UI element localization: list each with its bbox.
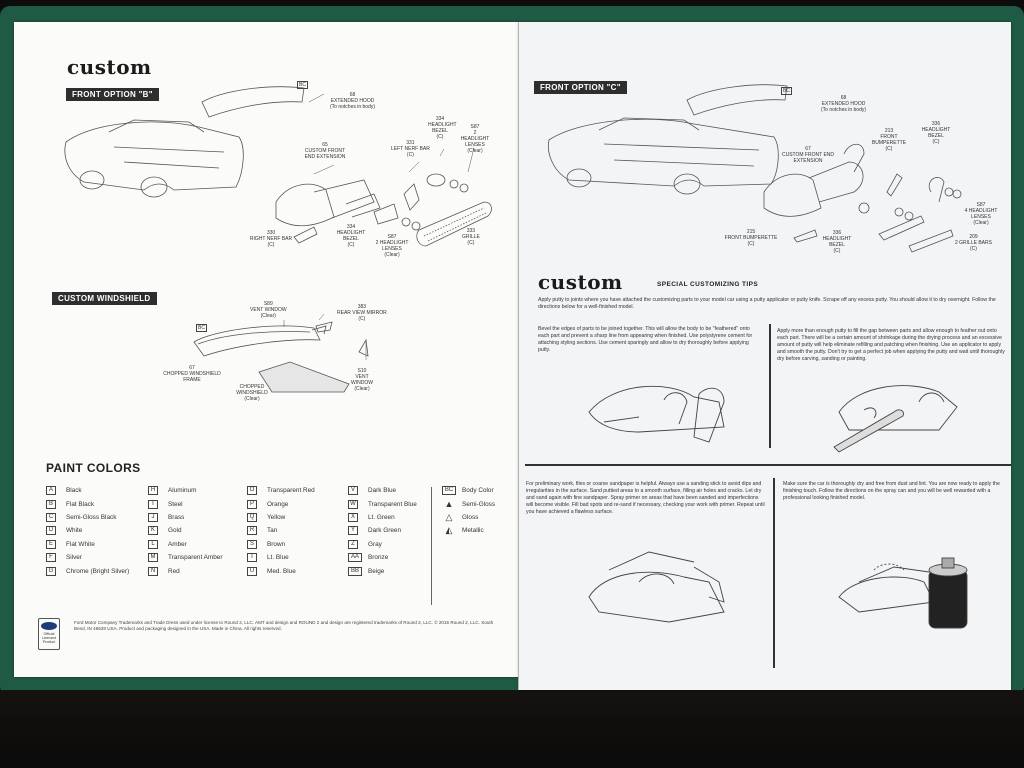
part-68-extended-hood-c: 68 EXTENDED HOOD (To notches in body) xyxy=(821,95,867,113)
paint-color-code: Z xyxy=(348,540,358,549)
part-336-headlight-bezel-bottom-c: 336 HEADLIGHT BEZEL (C) xyxy=(822,230,852,254)
part-331-left-nerf-bar: 331 LEFT NERF BAR (C) xyxy=(391,140,430,158)
paint-color-code: D xyxy=(46,526,56,535)
paint-color-name: Dark Green xyxy=(368,527,402,535)
paint-color-name: Med. Blue xyxy=(267,567,296,575)
chopped-windshield-glass xyxy=(259,362,349,392)
part-209-grille-bars: 209 2 GRILLE BARS (C) xyxy=(955,234,992,252)
part-334-headlight-bezel-bottom: 334 HEADLIGHT BEZEL (C) xyxy=(336,224,366,248)
paint-colors-column-3 xyxy=(247,484,347,578)
instruction-sheet-right-page xyxy=(519,22,1011,690)
paint-color-name: Lt. Green xyxy=(368,513,395,521)
part-s89-vent-window: S89 VENT WINDOW (Clear) xyxy=(250,301,287,319)
paint-color-name: Amber xyxy=(168,540,187,548)
paint-color-code: G xyxy=(46,567,56,576)
paint-color-row xyxy=(148,538,248,551)
part-chopped-windshield: CHOPPED WINDSHIELD (Clear) xyxy=(236,384,268,402)
paint-color-name: Lt. Blue xyxy=(267,554,289,562)
custom-windshield-diagram xyxy=(14,22,519,422)
paint-color-row xyxy=(247,497,347,510)
part-330-right-nerf-bar: 330 RIGHT NERF BAR (C) xyxy=(249,230,293,248)
paint-color-row xyxy=(46,524,146,537)
paint-color-name: Gray xyxy=(368,540,382,548)
tip-1-illustration xyxy=(589,386,724,442)
paint-legend-name: Metallic xyxy=(462,527,484,535)
paint-color-row xyxy=(247,511,347,524)
part-215-front-bumperette: 215 FRONT BUMPERETTE (C) xyxy=(724,229,778,247)
ford-badge-text: Official Licensed Product xyxy=(41,632,57,644)
paint-color-row xyxy=(148,551,248,564)
paint-color-code: N xyxy=(148,567,158,576)
paint-color-name: Silver xyxy=(66,554,82,562)
paint-color-code: A xyxy=(46,486,56,495)
dark-floor xyxy=(0,690,1024,768)
paint-color-code: BB xyxy=(348,567,362,576)
paint-color-code: L xyxy=(148,540,158,549)
finish-symbol-icon: ◭ xyxy=(445,525,453,536)
paint-color-row xyxy=(148,484,248,497)
paint-legend-row xyxy=(442,497,512,510)
tips-custom-logo: custom xyxy=(538,270,623,294)
paint-color-code: I xyxy=(148,500,158,509)
paint-color-code: P xyxy=(247,500,257,509)
paint-legend-row xyxy=(442,511,512,524)
paint-color-name: Semi-Gloss Black xyxy=(66,513,117,521)
custom-logo: custom xyxy=(67,55,152,79)
paint-color-code: H xyxy=(148,486,158,495)
body-color-symbol: BC xyxy=(442,486,456,495)
finish-symbol-icon: △ xyxy=(445,511,453,522)
part-s87-headlight-lenses-c: S87 4 HEADLIGHT LENSES (Clear) xyxy=(964,202,998,226)
paint-color-row xyxy=(148,511,248,524)
part-67-front-extension-c: 67 CUSTOM FRONT END EXTENSION xyxy=(781,146,835,164)
paint-color-name: Transparent Blue xyxy=(368,500,417,508)
part-383-rear-view-mirror: 383 REAR VIEW MIRROR (C) xyxy=(337,304,387,322)
paint-colors-column-4 xyxy=(348,484,448,578)
paint-color-code: Y xyxy=(348,526,358,535)
paint-color-row xyxy=(348,511,448,524)
paint-color-row xyxy=(46,564,146,577)
paint-color-row xyxy=(348,524,448,537)
paint-color-row xyxy=(247,524,347,537)
paint-color-code: S xyxy=(247,540,257,549)
paint-color-code: T xyxy=(247,553,257,562)
paint-color-row xyxy=(46,484,146,497)
finish-symbol-icon: ▲ xyxy=(444,498,454,509)
paint-legend-row xyxy=(442,484,512,497)
paint-legend-name: Gloss xyxy=(462,513,479,521)
tip-4-spray: Make sure the car is thoroughly dry and free from dust and lint. You are now ready to apply the finishing touch. Follow the directions on the spray can and you will be well rewarded with a professional looking finished model. xyxy=(783,481,1000,501)
paint-color-name: Chrome (Bright Silver) xyxy=(66,567,130,575)
tip-3-illustration xyxy=(589,552,724,622)
part-s87-headlight-lenses-bottom: S87 2 HEADLIGHT LENSES (Clear) xyxy=(375,234,409,258)
paint-color-name: Brass xyxy=(168,513,185,521)
paint-color-code: K xyxy=(148,526,158,535)
part-65-front-extension: 65 CUSTOM FRONT END EXTENSION xyxy=(304,142,346,160)
tip-4-illustration xyxy=(839,558,967,628)
paint-color-row xyxy=(247,484,347,497)
paint-color-name: Beige xyxy=(368,567,385,575)
paint-color-name: Steel xyxy=(168,500,183,508)
front-option-b-tag: FRONT OPTION "B" xyxy=(66,88,159,101)
paint-color-name: Black xyxy=(66,487,82,495)
tip-illustrations xyxy=(519,22,1011,690)
paint-color-code: R xyxy=(247,526,257,535)
part-213-front-bumperette: 213 FRONT BUMPERETTE (C) xyxy=(871,128,907,152)
tips-intro: Apply putty to joints where you have attached the customizing parts to your model car using a putty applicator or putty knife. Scrape off any excess putty. You should allow it to dry overnight. Follow the directions below for a well-finished model. xyxy=(538,297,996,310)
paint-legend xyxy=(442,484,512,538)
bc-badge: BC xyxy=(299,82,306,88)
paint-color-code: Q xyxy=(247,513,257,522)
custom-windshield-tag: CUSTOM WINDSHIELD xyxy=(52,292,157,305)
paint-color-code: X xyxy=(348,513,358,522)
paint-color-row xyxy=(348,564,448,577)
paint-color-code: O xyxy=(247,486,257,495)
paint-color-name: Flat Black xyxy=(66,500,95,508)
tip-2-illustration xyxy=(834,386,957,452)
paint-color-name: Dark Blue xyxy=(368,487,397,495)
paint-colors-column-1 xyxy=(46,484,146,578)
paint-color-code: E xyxy=(46,540,56,549)
paint-color-name: Aluminum xyxy=(168,487,197,495)
paint-color-row xyxy=(348,551,448,564)
tip-3-sanding: For preliminary work, files or coarse sandpaper is helpful. Always use a sanding stick to avoid dips and irregularities in the surface. Sand puttied areas to a smooth surface, filling air holes and cracks. Let dry and sand again with fine sandpaper. Spray primer on areas that have been sanded and imperfections will become visible. Fill bad spots and re-sand if necessary, checking your work with primer. Repeat until you have achieved a flawless surface. xyxy=(526,481,765,515)
ford-oval-logo xyxy=(41,622,57,630)
paint-colors-title: PAINT COLORS xyxy=(46,461,141,475)
tip-1-bevel: Bevel the edges of parts to be joined together. This will allow the body to be "feathered" onto each part and prevent a sharp line from appearing when finished. Use polystyrene cement for attaching styling sections. Use cement sparingly and allow to dry thoroughly before applying putty. xyxy=(538,326,753,353)
paint-colors-column-2 xyxy=(148,484,248,578)
paint-color-row xyxy=(247,538,347,551)
paint-color-name: Red xyxy=(168,567,180,575)
paint-color-code: W xyxy=(348,500,358,509)
paint-color-name: Orange xyxy=(267,500,289,508)
bc-badge-windshield: BC xyxy=(198,325,205,331)
paint-color-row xyxy=(46,538,146,551)
part-336-headlight-bezel-top-c: 336 HEADLIGHT BEZEL (C) xyxy=(921,121,951,145)
paint-color-row xyxy=(348,484,448,497)
paint-color-name: Transparent Amber xyxy=(168,554,223,562)
paint-color-code: U xyxy=(247,567,257,576)
paint-color-name: Bronze xyxy=(368,554,389,562)
paint-color-row xyxy=(247,564,347,577)
paint-color-name: Brown xyxy=(267,540,286,548)
legal-notice: Ford Motor Company Trademarks and Trade Dress used under license to Round 2, LLC. AMT and design and ROUND 2 and design are registered trademarks of Round 2, LLC. © 2015 Round 2, LLC. South Bend, IN 46628 USA. Product and packaging designed in the USA. Made in China. All rights reserved. xyxy=(74,620,494,631)
paint-color-code: F xyxy=(46,553,56,562)
tip-2-putty: Apply more than enough putty to fill the gap between parts and allow enough to feather out onto each part. There will be a certain amount of shrinkage during the drying process and an excessive amount of putty will help eliminate refilling and patching when finishing. Use an applicator to apply and smooth the putty. Don't try to get a perfect job when applying the putty and wait until thoroughly dry before carving, sanding or painting. xyxy=(777,328,1005,362)
paint-color-row xyxy=(247,551,347,564)
paint-color-code: V xyxy=(348,486,358,495)
paint-color-code: B xyxy=(46,500,56,509)
part-68-extended-hood: 68 EXTENDED HOOD (To notches in body) xyxy=(330,92,376,110)
front-option-c-tag: FRONT OPTION "C" xyxy=(534,81,627,94)
bc-badge-c: BC xyxy=(783,88,790,94)
part-333-grille: 333 GRILLE (C) xyxy=(462,228,480,246)
paint-color-row xyxy=(348,497,448,510)
paint-color-row xyxy=(348,538,448,551)
paint-color-name: Tan xyxy=(267,527,278,535)
part-67-chopped-windshield-frame: 67 CHOPPED WINDSHIELD FRAME xyxy=(163,365,221,383)
paint-color-code: M xyxy=(148,553,158,562)
paint-color-row xyxy=(148,524,248,537)
part-s87-headlight-lenses-top: S87 2 HEADLIGHT LENSES (Clear) xyxy=(460,124,490,154)
ford-licensed-badge xyxy=(38,618,60,650)
paint-legend-row xyxy=(442,524,512,537)
paint-color-row xyxy=(46,551,146,564)
paint-color-row xyxy=(46,497,146,510)
paint-legend-divider xyxy=(431,487,432,605)
paint-legend-name: Semi-Gloss xyxy=(462,500,496,508)
windshield-frame xyxy=(194,326,320,356)
tips-title: SPECIAL CUSTOMIZING TIPS xyxy=(657,281,759,288)
paint-color-name: Gold xyxy=(168,527,182,535)
paint-color-code: AA xyxy=(348,553,362,562)
instruction-sheet-left-page xyxy=(14,22,519,677)
paint-color-name: White xyxy=(66,527,83,535)
paint-color-name: Flat White xyxy=(66,540,95,548)
part-334-headlight-bezel-top: 334 HEADLIGHT BEZEL (C) xyxy=(428,116,457,140)
part-s10-vent-window: S10 VENT WINDOW (Clear) xyxy=(351,368,373,392)
paint-color-row xyxy=(148,497,248,510)
paint-color-code: J xyxy=(148,513,158,522)
paint-legend-name: Body Color xyxy=(462,487,494,495)
paint-color-row xyxy=(148,564,248,577)
paint-color-row xyxy=(46,511,146,524)
paint-color-code: C xyxy=(46,513,56,522)
paint-color-name: Yellow xyxy=(267,513,286,521)
paint-color-name: Transparent Red xyxy=(267,487,315,495)
